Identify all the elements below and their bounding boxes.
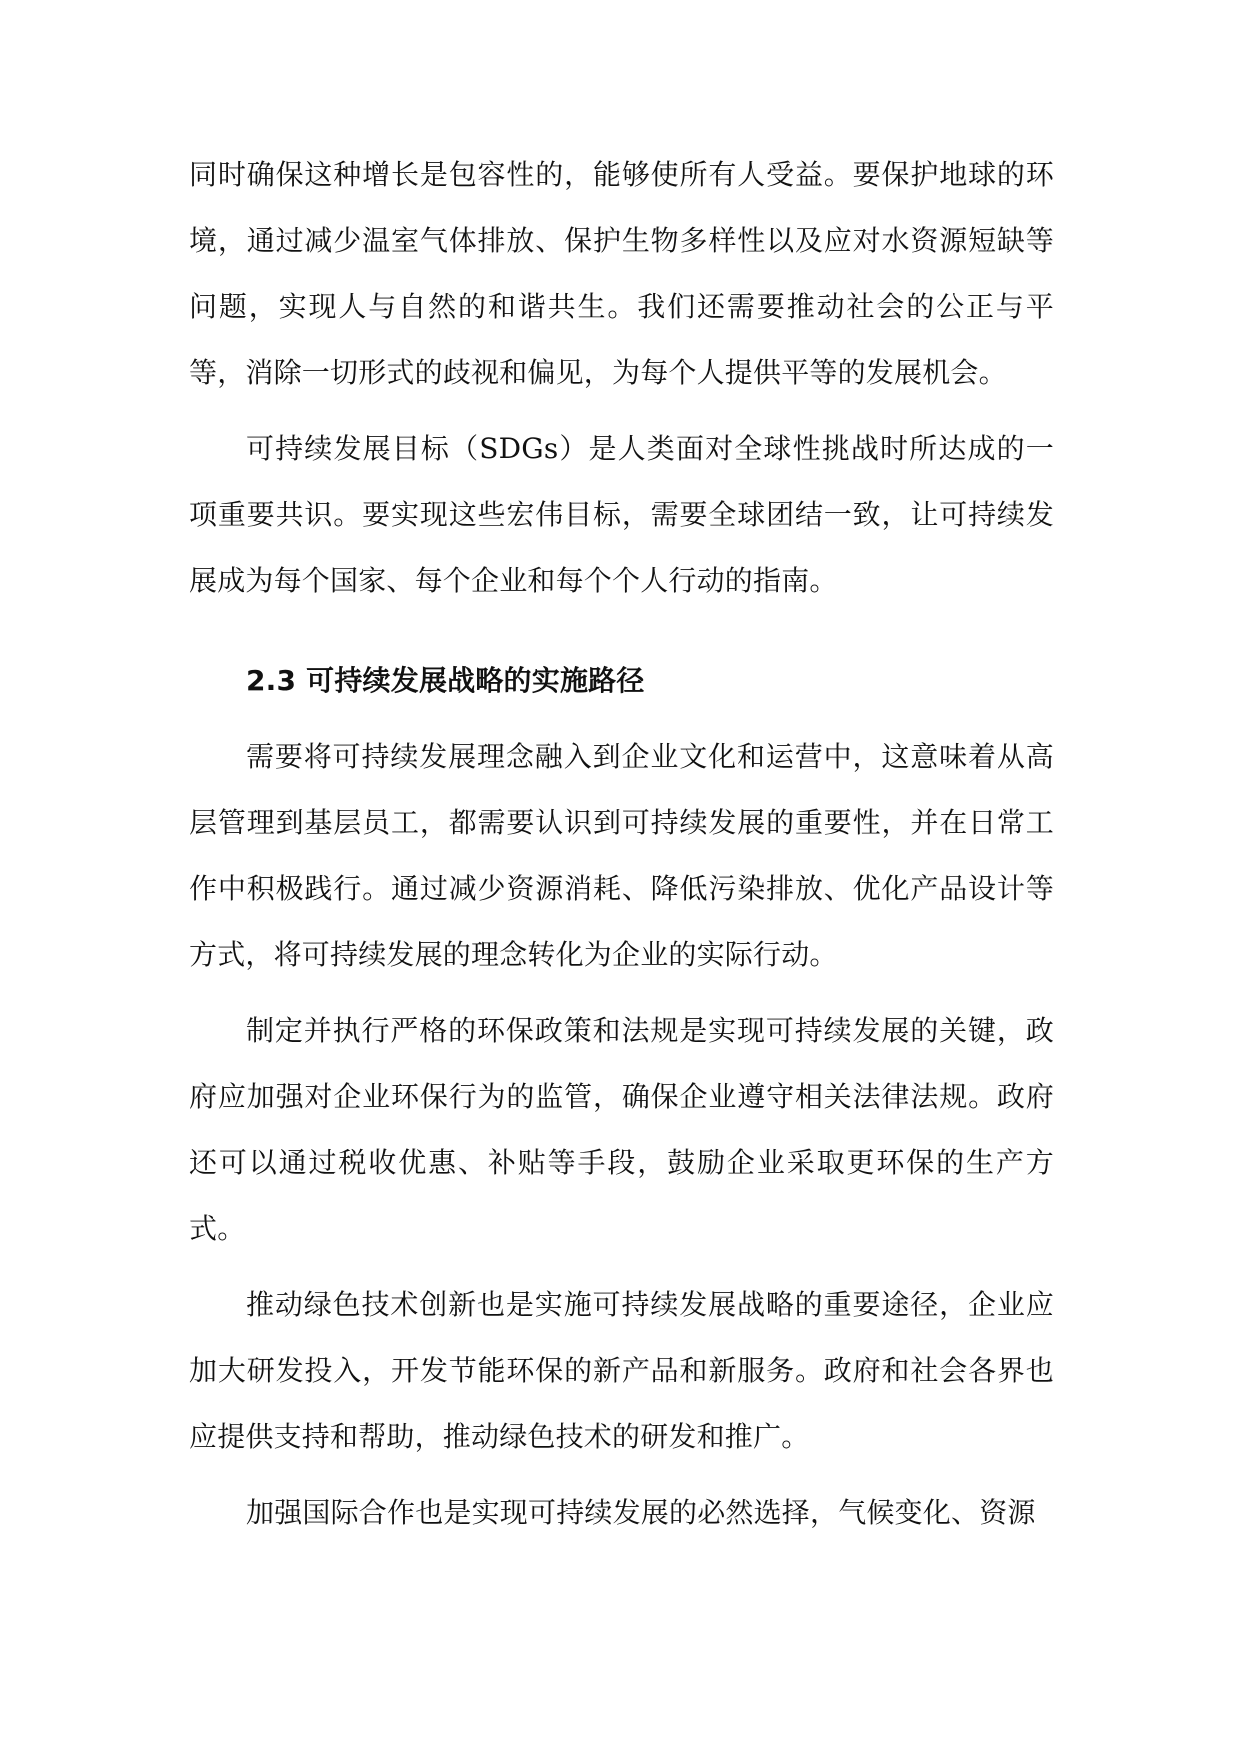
- paragraph-environmental-policy: 制定并执行严格的环保政策和法规是实现可持续发展的关键，政府应加强对企业环保行为的监管，确保企业遵守相关法律法规。政府还可以通过税收优惠、补贴等手段，鼓励企业采取更环保的生产方式。: [189, 1014, 1054, 1245]
- paragraph-corporate-culture: 需要将可持续发展理念融入到企业文化和运营中，这意味着从高层管理到基层员工，都需要认识到可持续发展的重要性，并在日常工作中积极践行。通过减少资源消耗、降低污染排放、优化产品设计等方式，将可持续发展的理念转化为企业的实际行动。: [189, 740, 1054, 971]
- paragraph-sdgs: 可持续发展目标（SDGs）是人类面对全球性挑战时所达成的一项重要共识。要实现这些宏伟目标，需要全球团结一致，让可持续发展成为每个国家、每个企业和每个个人行动的指南。: [189, 432, 1054, 597]
- document-body: [189, 142, 1054, 1556]
- paragraph-international-cooperation: 加强国际合作也是实现可持续发展的必然选择，气候变化、资源: [246, 1496, 1036, 1529]
- paragraph-green-technology: 推动绿色技术创新也是实施可持续发展战略的重要途径，企业应加大研发投入，开发节能环保的新产品和新服务。政府和社会各界也应提供支持和帮助，推动绿色技术的研发和推广。: [189, 1288, 1054, 1453]
- section-heading: 2.3 可持续发展战略的实施路径: [246, 664, 645, 697]
- paragraph-continuation: 同时确保这种增长是包容性的，能够使所有人受益。要保护地球的环境，通过减少温室气体排放、保护生物多样性以及应对水资源短缺等问题，实现人与自然的和谐共生。我们还需要推动社会的公正与平等，消除一切形式的歧视和偏见，为每个人提供平等的发展机会。: [189, 158, 1054, 389]
